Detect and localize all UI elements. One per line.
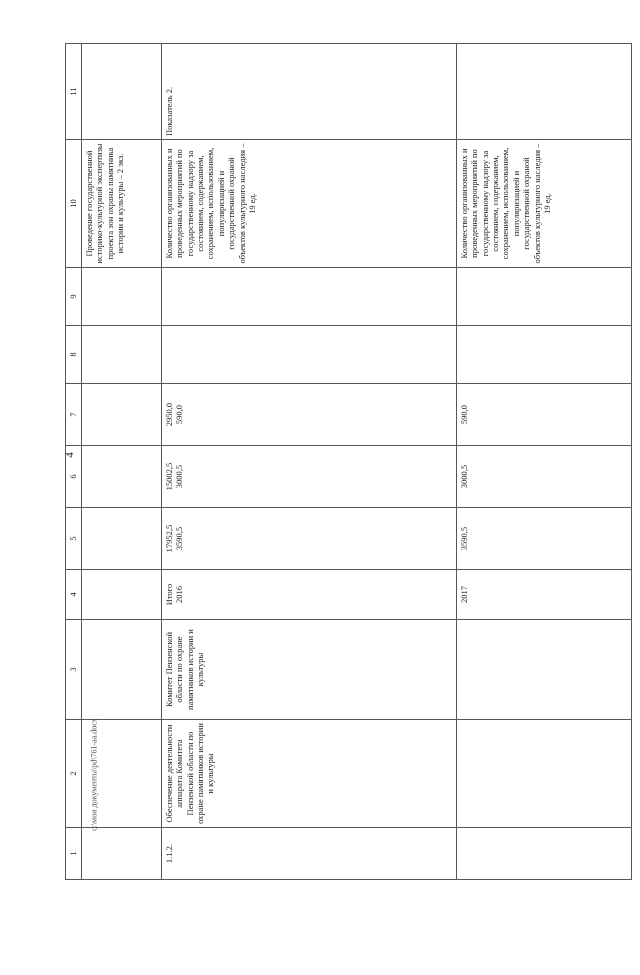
header-cell: 5 [66,508,82,570]
header-cell: 2 [66,720,82,828]
budget-table [65,43,632,880]
header-cell: 6 [66,446,82,508]
amount-value: 590,0 [174,404,185,425]
year-value: 2017 [457,570,632,620]
year-cell [162,570,457,620]
header-row [66,44,82,880]
amount-value: 3590,5 [457,508,632,570]
amount-value: 3590,5 [174,526,185,551]
header-cell: 11 [66,44,82,140]
item-number: 1.1.2. [162,828,457,880]
executor-name: Комитет Пензенской области по охране памятников истории и культуры [162,620,457,720]
header-cell: 10 [66,140,82,268]
amount-value: 590,0 [457,384,632,446]
amount-cell [162,384,457,446]
note-cell [82,44,162,140]
note-cell: Показатель 2. [162,44,457,140]
amount-cell [162,446,457,508]
amount-total: 15002,5 [164,462,174,491]
amount-total: 17952,5 [164,524,174,553]
table-row [162,44,457,880]
file-path-footer: c:\мои документы\pd\761-aa.docx [89,718,99,831]
amount-total: 2950,0 [164,402,174,427]
amount-value: 3000,5 [457,446,632,508]
rotated-table-sheet [65,44,635,880]
header-cell: 9 [66,268,82,326]
header-cell: 1 [66,828,82,880]
header-cell: 7 [66,384,82,446]
page-number: 4 [64,452,76,458]
header-cell: 3 [66,620,82,720]
year-value: 2016 [174,586,185,603]
amount-cell [162,508,457,570]
table-row [457,44,632,880]
header-cell: 4 [66,570,82,620]
activity-name: Обеспечение деятельности аппарата Комитета Пензенской области по охране памятников истории и культуры [162,720,457,828]
indicator-cell: Проведение государственной историко-культурной экспертизы проекта зон охраны памятника истории и культуры – 2 экз. [82,140,162,268]
header-cell: 8 [66,326,82,384]
indicator-cell: Количество организованных и проведенных мероприятий по государственному надзору за состоянием, содержанием, сохранением, использованием, популяризацией и государственной охраной объектов культурного наследия – 19 ед. [162,140,457,268]
total-label: Итого [164,583,174,606]
indicator-cell: Количество организованных и проведенных мероприятий по государственному надзору за состоянием, содержанием, сохранением, использованием, популяризацией и государственной охраной объектов культурного наследия – 19 ед. [457,140,632,268]
amount-value: 3000,5 [174,464,185,489]
